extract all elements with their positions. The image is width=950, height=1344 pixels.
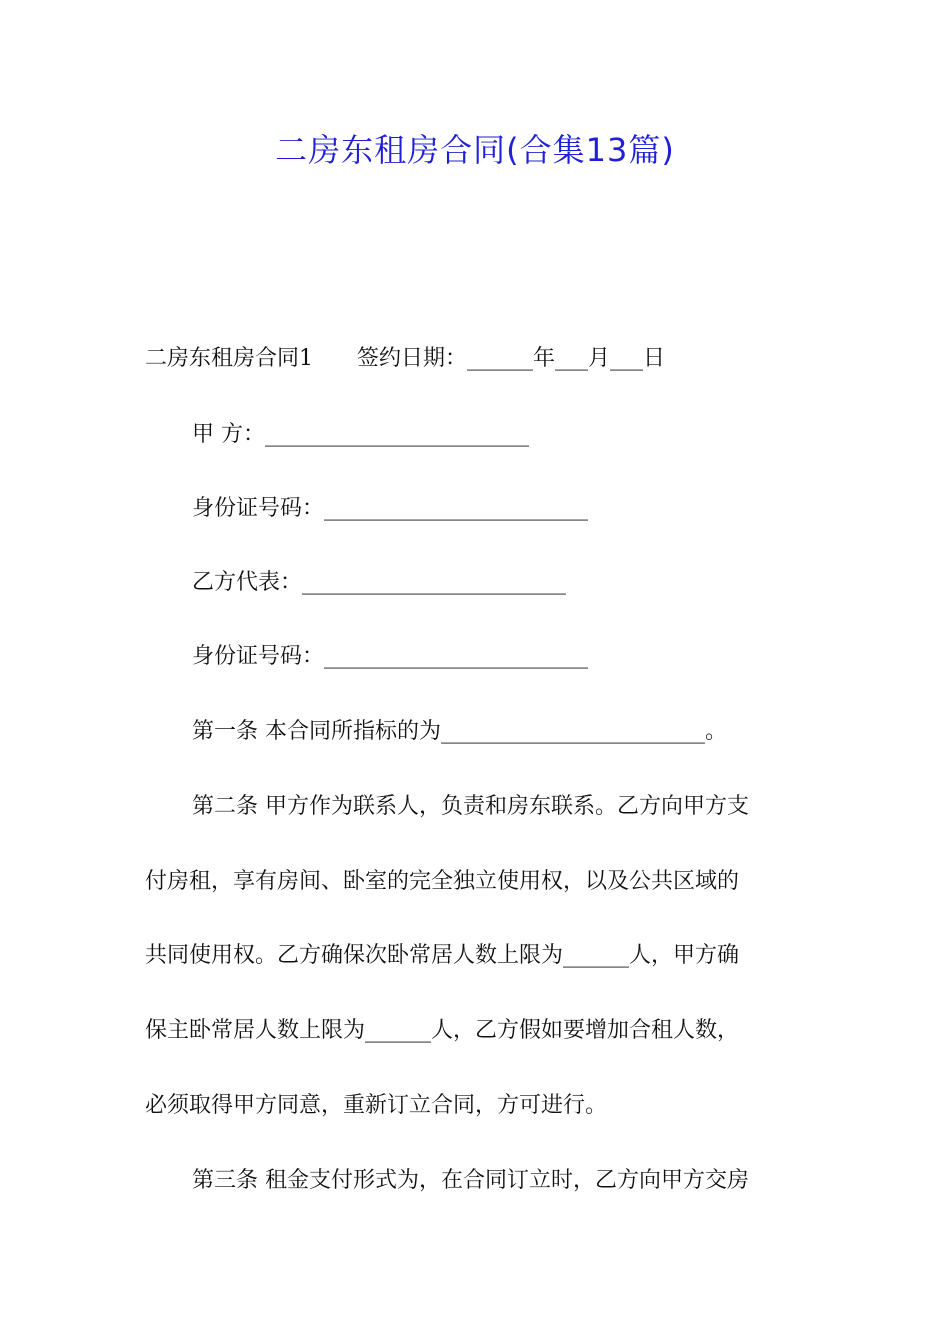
article-two-line-4: 保主卧常居人数上限为______人，乙方假如要增加合租人数， <box>145 1018 740 1043</box>
contract-heading-line: 二房东租房合同1 签约日期：______年___月___日 <box>145 346 665 371</box>
article-two-line-3: 共同使用权。乙方确保次卧常居人数上限为______人，甲方确 <box>145 943 740 968</box>
party-b-id-line: 身份证号码：________________________ <box>192 644 589 669</box>
party-a-line: 甲 方：________________________ <box>192 422 529 447</box>
article-two-line-5: 必须取得甲方同意，重新订立合同，方可进行。 <box>145 1093 608 1118</box>
party-a-id-line: 身份证号码：________________________ <box>192 496 589 521</box>
article-two-line-1: 第二条 甲方作为联系人，负责和房东联系。乙方向甲方支 <box>192 794 749 819</box>
party-b-line: 乙方代表：________________________ <box>192 570 567 595</box>
article-three-line-1: 第三条 租金支付形式为，在合同订立时，乙方向甲方交房 <box>192 1168 749 1193</box>
article-two-line-2: 付房租，享有房间、卧室的完全独立使用权，以及公共区域的 <box>145 869 740 894</box>
document-title: 二房东租房合同(合集13篇) <box>275 131 675 169</box>
article-one-line: 第一条 本合同所指标的为________________________。 <box>192 719 727 744</box>
